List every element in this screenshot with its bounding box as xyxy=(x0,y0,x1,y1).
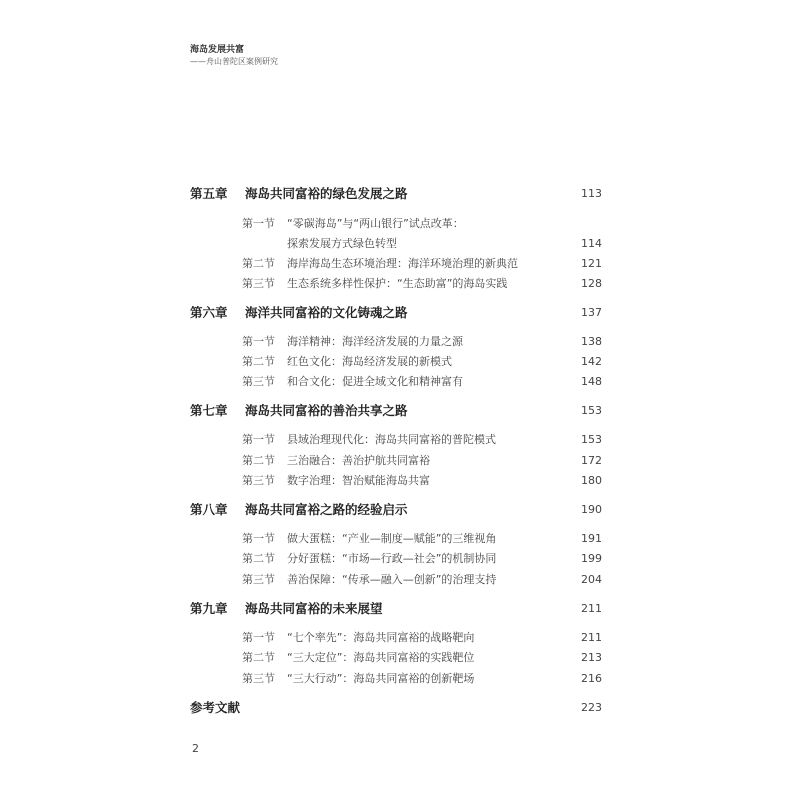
toc-section[interactable] xyxy=(190,669,602,689)
running-header xyxy=(190,44,278,67)
page-number: 216 xyxy=(581,672,602,685)
section-title-continued: 探索发展方式绿色转型 xyxy=(287,237,397,250)
toc-section[interactable] xyxy=(190,372,602,392)
section-label: 第二节 xyxy=(242,651,275,664)
toc-chapter-5[interactable] xyxy=(190,184,602,204)
page-number: 137 xyxy=(581,306,602,319)
page-number: 114 xyxy=(581,237,602,250)
page-number: 211 xyxy=(581,631,602,644)
section-label: 第三节 xyxy=(242,672,275,685)
toc-section[interactable] xyxy=(190,628,602,648)
section-label: 第三节 xyxy=(242,474,275,487)
section-title: 做大蛋糕：“产业—制度—赋能”的三维视角 xyxy=(287,532,497,545)
page-number: 142 xyxy=(581,355,602,368)
section-label: 第二节 xyxy=(242,257,275,270)
page-number: 190 xyxy=(581,503,602,516)
page-number: 128 xyxy=(581,277,602,290)
page-number: 138 xyxy=(581,335,602,348)
section-title: 三治融合：善治护航共同富裕 xyxy=(287,454,430,467)
section-title: 和合文化：促进全域文化和精神富有 xyxy=(287,375,463,388)
section-label: 第一节 xyxy=(242,433,275,446)
page-number: 153 xyxy=(581,433,602,446)
toc-section[interactable] xyxy=(190,648,602,668)
chapter-label: 第八章 xyxy=(190,502,228,517)
toc-section[interactable] xyxy=(190,471,602,491)
section-title: 数字治理：智治赋能海岛共富 xyxy=(287,474,430,487)
chapter-title: 海洋共同富裕的文化铸魂之路 xyxy=(245,305,408,320)
section-label: 第三节 xyxy=(242,573,275,586)
section-label: 第二节 xyxy=(242,454,275,467)
chapter-label: 第九章 xyxy=(190,601,228,616)
section-label: 第三节 xyxy=(242,277,275,290)
chapter-label: 第五章 xyxy=(190,186,228,201)
toc-section[interactable] xyxy=(190,451,602,471)
section-label: 第三节 xyxy=(242,375,275,388)
section-label: 第一节 xyxy=(242,335,275,348)
folio-page-number: 2 xyxy=(192,742,199,755)
toc-section[interactable] xyxy=(190,332,602,352)
chapter-label: 第七章 xyxy=(190,403,228,418)
page-number: 113 xyxy=(581,187,602,200)
page-number: 153 xyxy=(581,404,602,417)
page-number: 213 xyxy=(581,651,602,664)
section-title: 善治保障：“传承—融入—创新”的治理支持 xyxy=(287,573,497,586)
section-title: 红色文化：海岛经济发展的新模式 xyxy=(287,355,452,368)
page-number: 223 xyxy=(581,701,602,714)
page-number: 172 xyxy=(581,454,602,467)
section-title: “三大行动”：海岛共同富裕的创新靶场 xyxy=(287,672,475,685)
references-title: 参考文献 xyxy=(190,700,241,715)
chapter-title: 海岛共同富裕的未来展望 xyxy=(245,601,383,616)
page-number: 180 xyxy=(581,474,602,487)
toc-section[interactable] xyxy=(190,430,602,450)
chapter-title: 海岛共同富裕之路的经验启示 xyxy=(245,502,408,517)
section-title: 分好蛋糕：“市场—行政—社会”的机制协同 xyxy=(287,552,497,565)
toc-chapter-8[interactable] xyxy=(190,500,602,520)
toc-chapter-7[interactable] xyxy=(190,401,602,421)
section-label: 第一节 xyxy=(242,217,275,230)
toc-section[interactable] xyxy=(190,274,602,294)
chapter-title: 海岛共同富裕的绿色发展之路 xyxy=(245,186,408,201)
section-title: 海洋精神：海洋经济发展的力量之源 xyxy=(287,335,463,348)
section-title: 生态系统多样性保护：“生态助富”的海岛实践 xyxy=(287,277,508,290)
toc-section[interactable] xyxy=(190,529,602,549)
toc-section[interactable] xyxy=(190,254,602,274)
toc-section[interactable] xyxy=(190,352,602,372)
section-label: 第二节 xyxy=(242,355,275,368)
toc-section[interactable] xyxy=(190,549,602,569)
section-title: 县域治理现代化：海岛共同富裕的普陀模式 xyxy=(287,433,496,446)
section-title: “零碳海岛”与“两山银行”试点改革： xyxy=(287,217,464,230)
section-label: 第一节 xyxy=(242,532,275,545)
page-number: 148 xyxy=(581,375,602,388)
toc-chapter-9[interactable] xyxy=(190,599,602,619)
section-title: “七个率先”：海岛共同富裕的战略靶向 xyxy=(287,631,475,644)
book-title: 海岛发展共富 xyxy=(190,45,245,55)
page-number: 121 xyxy=(581,257,602,270)
toc-chapter-6[interactable] xyxy=(190,303,602,323)
page-number: 204 xyxy=(581,573,602,586)
toc-section[interactable] xyxy=(190,570,602,590)
page-number: 191 xyxy=(581,532,602,545)
chapter-label: 第六章 xyxy=(190,305,228,320)
toc-section-continued[interactable] xyxy=(190,234,602,254)
section-title: “三大定位”：海岛共同富裕的实践靶位 xyxy=(287,651,475,664)
section-label: 第一节 xyxy=(242,631,275,644)
book-subtitle: ——舟山普陀区案例研究 xyxy=(190,57,278,66)
page-number: 199 xyxy=(581,552,602,565)
chapter-title: 海岛共同富裕的善治共享之路 xyxy=(245,403,408,418)
toc-section[interactable] xyxy=(190,214,602,234)
section-label: 第二节 xyxy=(242,552,275,565)
toc-references[interactable] xyxy=(190,698,602,718)
page-number: 211 xyxy=(581,602,602,615)
section-title: 海岸海岛生态环境治理：海洋环境治理的新典范 xyxy=(287,257,518,270)
